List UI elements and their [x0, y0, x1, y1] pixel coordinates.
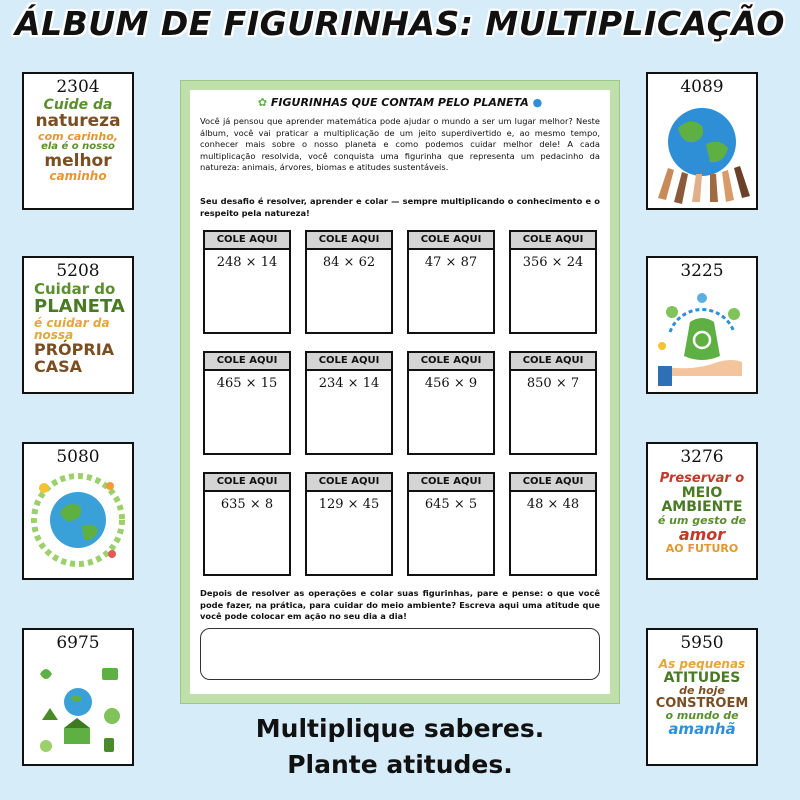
sticker-slot[interactable] — [203, 230, 291, 334]
sticker-number: 5080 — [56, 447, 100, 467]
sticker-number: 6975 — [56, 633, 100, 653]
sticker-slot[interactable] — [407, 472, 495, 576]
multiplication-problem: 234 × 14 — [318, 376, 380, 391]
slot-label: COLE AQUI — [307, 474, 391, 492]
globe-icon: ● — [532, 96, 543, 109]
sticker-number: 2304 — [56, 77, 100, 97]
multiplication-problem: 129 × 45 — [318, 497, 380, 512]
earth-nature-illustration — [24, 468, 132, 578]
slot-label: COLE AQUI — [409, 474, 493, 492]
slot-label: COLE AQUI — [205, 232, 289, 250]
sticker-slot[interactable] — [203, 351, 291, 455]
sticker-4089 — [646, 72, 758, 210]
slot-label: COLE AQUI — [511, 474, 595, 492]
sticker-number: 3225 — [680, 261, 724, 281]
multiplication-problem: 465 × 15 — [216, 376, 278, 391]
multiplication-problem: 248 × 14 — [216, 255, 278, 270]
sticker-slot[interactable] — [407, 230, 495, 334]
multiplication-problem: 456 × 9 — [424, 376, 478, 391]
sheet-heading-text: FIGURINHAS QUE CONTAM PELO PLANETA — [270, 96, 529, 109]
sticker-slot[interactable] — [305, 230, 393, 334]
multiplication-problem: 635 × 8 — [220, 497, 274, 512]
album-title: ÁLBUM DE FIGURINHAS: MULTIPLICAÇÃO — [15, 4, 785, 43]
slot-label: COLE AQUI — [205, 353, 289, 371]
slot-label: COLE AQUI — [409, 232, 493, 250]
sticker-slot[interactable] — [509, 351, 597, 455]
slot-label: COLE AQUI — [307, 232, 391, 250]
sticker-slot[interactable] — [509, 472, 597, 576]
sticker-slot[interactable] — [305, 472, 393, 576]
footer-line-2: Plante atitudes. — [287, 750, 513, 779]
reflection-paragraph: Depois de resolver as operações e colar suas figurinhas, pare e pense: o que você pode fazer, na prática, para cuidar do meio ambiente? Escreva aqui uma atitude que você pode colocar em ação no seu dia a dia! — [200, 588, 600, 621]
multiplication-problem: 47 × 87 — [424, 255, 478, 270]
answer-field[interactable] — [200, 628, 600, 680]
slot-label: COLE AQUI — [511, 232, 595, 250]
multiplication-problem: 850 × 7 — [526, 376, 580, 391]
sticker-number: 3276 — [680, 447, 724, 467]
slot-label: COLE AQUI — [205, 474, 289, 492]
hands-holding-earth-illustration — [648, 98, 756, 208]
sticker-3225 — [646, 256, 758, 394]
sticker-quote-cuide-da-natureza: Cuide da natureza com carinho, ela é o nosso melhor caminho — [35, 97, 121, 184]
footer-line-1: Multiplique saberes. — [255, 714, 545, 743]
recycle-bag-hand-illustration — [648, 282, 756, 392]
sticker-5080 — [22, 442, 134, 580]
multiplication-problem: 356 × 24 — [522, 255, 584, 270]
slot-label: COLE AQUI — [511, 353, 595, 371]
sticker-5950 — [646, 628, 758, 766]
multiplication-problem: 84 × 62 — [322, 255, 376, 270]
sticker-slot[interactable] — [407, 351, 495, 455]
sticker-3276 — [646, 442, 758, 580]
eco-icons-collage — [24, 654, 132, 764]
sticker-slot[interactable] — [305, 351, 393, 455]
multiplication-problem: 48 × 48 — [526, 497, 580, 512]
sticker-number: 5950 — [680, 633, 724, 653]
worksheet — [190, 90, 610, 694]
sticker-quote-preservar-o-meio-ambiente: Preservar o MEIO AMBIENTE é um gesto de amor AO FUTURO — [657, 471, 747, 556]
sticker-slot[interactable] — [509, 230, 597, 334]
slot-label: COLE AQUI — [307, 353, 391, 371]
sticker-5208 — [22, 256, 134, 394]
sticker-number: 5208 — [56, 261, 100, 281]
sheet-heading — [190, 96, 610, 109]
sticker-6975 — [22, 628, 134, 766]
sticker-number: 4089 — [680, 77, 724, 97]
sticker-quote-cuidar-do-planeta: Cuidar do PLANETA é cuidar da nossa PRÓPRIA CASA — [34, 280, 125, 376]
leaf-icon: ✿ — [257, 96, 268, 109]
slot-label: COLE AQUI — [409, 353, 493, 371]
sticker-2304 — [22, 72, 134, 210]
multiplication-problem: 645 × 5 — [424, 497, 478, 512]
sticker-quote-as-pequenas-atitudes: As pequenas ATITUDES de hoje CONSTROEM o mundo de amanhã — [655, 657, 749, 739]
challenge-paragraph: Seu desafio é resolver, aprender e colar — sempre multiplicando o conhecimento e o respeito pela natureza! — [200, 196, 600, 218]
intro-paragraph: Você já pensou que aprender matemática pode ajudar o mundo a ser um lugar melhor? Neste álbum, você vai praticar a multiplicação de um jeito superdivertido e, ao mesmo tempo, conhecer mais sobre o nosso planeta e como podemos cuidar melhor dele! A cada multiplicação resolvida, você conquista uma figurinha que representa um pedacinho da natureza: animais, árvores, biomas e atitudes sustentáveis. — [200, 116, 600, 172]
sticker-slot[interactable] — [203, 472, 291, 576]
